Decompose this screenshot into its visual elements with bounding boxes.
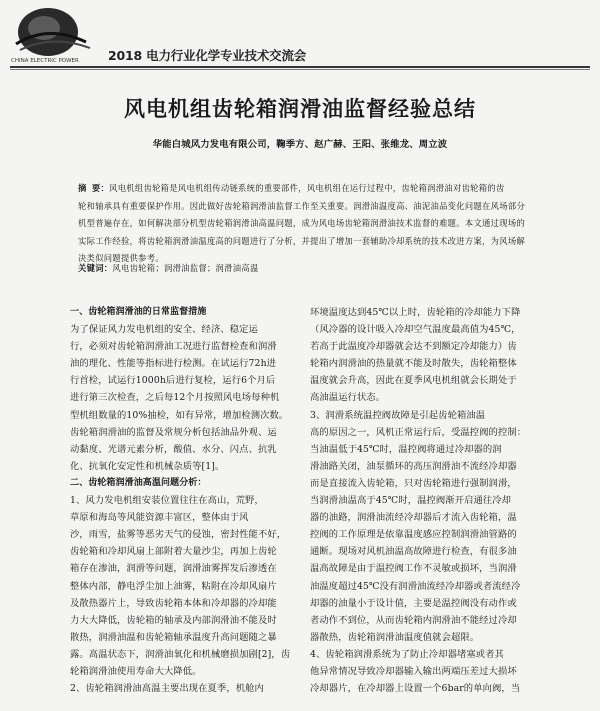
section-heading: 二、齿轮箱润滑油高温问题分析： — [70, 477, 207, 488]
body-text-line: 温高故障是由于温控阀工作不灵敏或损坏，当润滑 — [310, 563, 517, 575]
logo-text: CHINA ELECTRIC POWER — [11, 58, 79, 64]
body-text-line: 行首检，试运行1000h后进行复检，运行6个月后 — [70, 375, 276, 387]
body-column-right — [310, 304, 536, 697]
body-text-line: 滑油路关闭，油泵循环的高压润滑油不流经冷却器 — [310, 460, 517, 472]
keywords — [78, 262, 533, 274]
abstract-line-4: 实际工作经验，将齿轮箱润滑油温度高的问题进行了分析，并提出了增加一套辅助冷却系统的技术改进方案，为风场解 — [78, 235, 526, 246]
body-text-line: 箱存在渗油，润滑等问题，润滑油雾挥发后渗透在 — [70, 563, 277, 575]
body-text-line: 油温度超过45℃没有润滑油流经冷却器或者流经冷 — [310, 580, 521, 592]
body-text-line: 者动作不到位，从而齿轮箱内润滑油不能经过冷却 — [310, 614, 517, 626]
body-text-line: 而是直接流入齿轮箱，只对齿轮箱进行强制润滑， — [310, 477, 517, 489]
abstract-text: 风电机组齿轮箱是风电机组传动链系统的重要部件，风电机组在运行过程中，齿轮箱润滑油对齿轮箱的齿 — [109, 183, 505, 193]
body-text-line: 散热，润滑油温和齿轮箱轴承温度升高问题随之暴 — [70, 631, 277, 643]
body-text-line: 化、抗氧化安定性和机械杂质等[1]。 — [70, 460, 225, 472]
body-text-line: 力大大降低，齿轮箱的轴承及内部润滑油不能及时 — [70, 614, 277, 626]
body-text-line: 为了保证风力发电机组的安全、经济、稳定运 — [70, 324, 258, 336]
body-text-line: 他异常情况导致冷却器输入输出两端压差过大损坏 — [310, 665, 517, 677]
body-text-line: 环境温度达到45℃以上时，齿轮箱的冷却能力下降 — [310, 307, 521, 318]
body-text-line: 3、润滑系统温控阀故障是引起齿轮箱油温 — [310, 409, 486, 421]
conference-logo-icon — [8, 4, 108, 66]
conference-title: 2018 电力行业化学专业技术交流会 — [108, 48, 307, 63]
article-title: 风电机组齿轮箱润滑油监督经验总结 — [124, 97, 476, 121]
abstract-line-1 — [78, 180, 533, 198]
body-text-line: 整体内部，静电浮尘加上油雾，粘附在冷却风扇片 — [70, 580, 277, 592]
body-text-line: 控阀的工作原理是依靠温度感应控制润滑油管路的 — [310, 529, 517, 541]
body-text-line: 油的理化、性能等指标进行检测。在试运行72h进 — [70, 358, 277, 370]
body-text-line: 沙，雨雪，盐雾等恶劣天气的侵蚀，密封性能不好， — [70, 529, 287, 541]
abstract-label: 摘 要： — [78, 183, 110, 193]
body-text-line: 通断。现场对风机油温高故障进行检查，有很多油 — [310, 546, 517, 558]
body-text-line: 4、齿轮箱润滑系统为了防止冷却器堵塞或者其 — [310, 648, 504, 660]
body-text-line: 行，必须对齿轮箱润滑油工况进行监督检查和润滑 — [70, 341, 277, 353]
body-text-line: 2、齿轮箱润滑油高温主要出现在夏季，机舱内 — [70, 683, 264, 695]
body-text-line: 当润滑油温高于45℃时，温控阀渐开启通往冷却 — [310, 495, 512, 507]
body-text-line: 进行第三次检查，之后每12个月按照风电场每种机 — [70, 392, 280, 404]
page-header — [0, 0, 600, 70]
keywords-label: 关键词： — [78, 263, 113, 273]
abstract-line-5: 决类似问题提供参考。 — [78, 253, 164, 264]
article-authors: 华能白城风力发电有限公司，鞠季方、赵广赫、王阳、张维龙、周立波 — [152, 139, 448, 150]
body-text-line: 高油温运行状态。 — [310, 392, 386, 404]
header-divider-thin — [10, 69, 590, 70]
abstract — [78, 180, 533, 268]
body-text-line: 1、风力发电机组安装位置往往在高山，荒野， — [70, 495, 264, 507]
body-text-line: 及散热器片上，导致齿轮箱本体和冷却器的冷却能 — [70, 597, 277, 609]
abstract-line-3: 机型普遍存在，如何解决部分机型齿轮箱润滑油高温问题，成为风电场齿轮箱润滑油技术监督的难题。本文通过现场的 — [78, 218, 526, 229]
body-text-line: 型机组数量的10%抽检，如有异常，增加检测次数。 — [70, 409, 289, 421]
body-text-line: 温度就会升高，因此在夏季风电机组就会长期处于 — [310, 375, 517, 387]
body-text-line: 高的原因之一，风机正常运行后，受温控阀的控制： — [310, 426, 527, 438]
body-text-line: 动黏度、光谱元素分析，酸值、水分、闪点、抗乳 — [70, 443, 277, 455]
body-text-line: 齿轮箱润滑油的监督及常规分析包括油品外观、运 — [70, 426, 277, 438]
body-text-line: 器散热，齿轮箱润滑油温度值就会超限。 — [310, 631, 480, 643]
section-heading: 一、齿轮箱润滑油的日常监督措施 — [70, 307, 207, 317]
body-text-line: 轮箱润滑油使用寿命大大降低。 — [70, 665, 202, 677]
body-text-line: 当油温低于45℃时，温控阀将通过冷却器的润 — [310, 443, 502, 455]
keywords-text: 风电齿轮箱；润滑油监督；润滑油高温 — [112, 263, 259, 273]
body-text-line: 冷却器片，在冷却器上设置一个6bar的单向阀，当 — [310, 683, 521, 695]
body-text-line: 器的油路，润滑油流经冷却器后才流入齿轮箱，温 — [310, 512, 517, 524]
body-text-line: 齿轮箱和冷却风扇上部附着大量沙尘，再加上齿轮 — [70, 546, 277, 558]
header-divider — [10, 66, 590, 68]
body-text-line: 却器的油量小于设计值，主要是温控阀没有动作或 — [310, 597, 517, 609]
body-text-line: 轮箱内润滑油的热量就不能及时散失，齿轮箱整体 — [310, 358, 517, 370]
body-column-left — [70, 304, 296, 697]
body-text-line: 若高于此温度冷却器就会达不到额定冷却能力）齿 — [310, 341, 517, 353]
body-text-line: （风冷器的设计吸入冷却空气温度最高值为45℃， — [310, 324, 521, 336]
body-text-line: 草原和海岛等风能资源丰富区，整体由于风 — [70, 512, 249, 524]
abstract-line-2: 轮和轴承具有重要保护作用。因此做好齿轮箱润滑油监督工作至关重要。润滑油温度高、油泥油品变化问题在风场部分 — [78, 200, 526, 211]
body-text-line: 露。高温状态下，润滑油氧化和机械磨损加剧[2]，齿 — [70, 648, 291, 660]
